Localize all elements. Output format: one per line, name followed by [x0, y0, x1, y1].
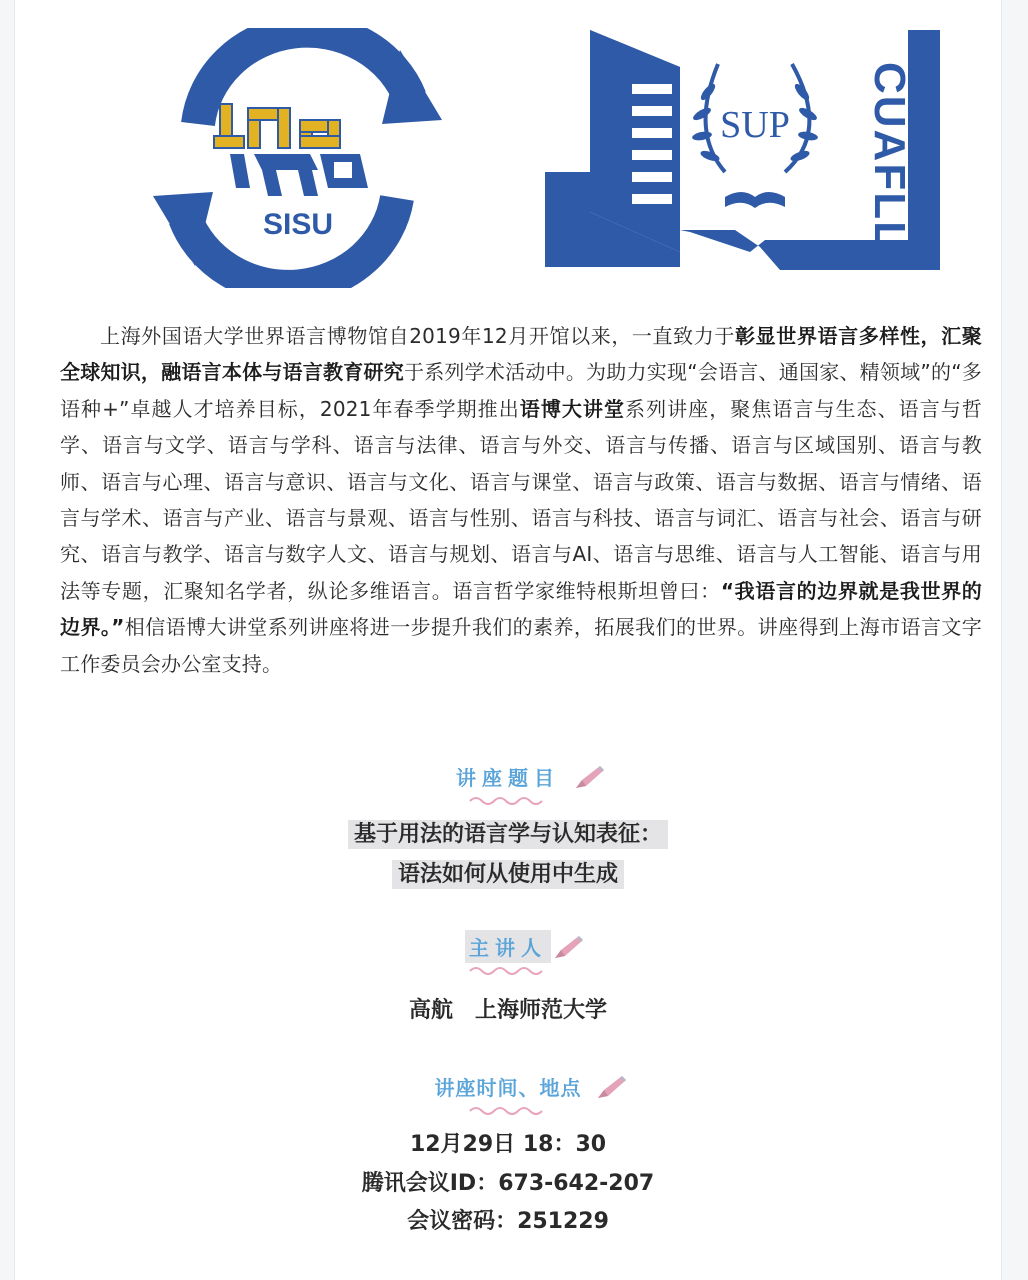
time-heading-text: 讲座时间、地点 [434, 1076, 582, 1100]
wave-underline-icon [468, 1105, 548, 1115]
sisu-museum-logo [150, 28, 445, 288]
sisu-logo-text: SISU [262, 208, 334, 241]
intro-text-2: 于系列学术活动中。为助力实现“会语言、通国家、精领域”的“多语种+”卓越人才培养目标，2021年春季学期推出 [60, 360, 982, 421]
logo-row [15, 0, 1001, 300]
topic-line-1: 基于用法的语言学与认知表征： [348, 820, 668, 849]
time-heading-block [15, 1070, 1001, 1115]
wave-underline-icon [468, 795, 548, 805]
topic-title [15, 815, 1001, 895]
wave-underline-icon [468, 965, 548, 975]
sup-logo-text: SUP [720, 104, 790, 146]
speaker-heading [465, 930, 551, 963]
intro-text-1: 上海外国语大学世界语言博物馆自2019年12月开馆以来，一直致力于 [100, 324, 736, 348]
topic-line-2: 语法如何从使用中生成 [392, 860, 624, 889]
lecture-time: 12月29日 18：30 [409, 1132, 607, 1157]
meeting-id: 腾讯会议ID：673-642-207 [361, 1170, 655, 1196]
intro-text-3: 系列讲座，聚焦语言与生态、语言与哲学、语言与文学、语言与学科、语言与法律、语言与外交、语言与传播、语言与区域国别、语言与教师、语言与心理、语言与意识、语言与文化、语言与课堂、语言与政策、语言与数据、语言与情绪、语言与学术、语言与产业、语言与景观、语言与性别、语言与科技、语言与词汇、语言与社会、语言与研究、语言与教学、语言与数字人文、语言与规划、语言与AI、语言与思维、语言与人工智能、语言与用法等专题，汇聚知名学者，纵论多维语言。语言哲学家维特根斯坦曾曰： [60, 396, 982, 603]
intro-paragraph [60, 318, 982, 682]
meeting-password: 会议密码：251229 [407, 1209, 609, 1234]
intro-bold-2: 语博大讲堂 [519, 396, 626, 421]
speaker-name: 高航 上海师范大学 [408, 998, 607, 1023]
pencil-icon [551, 932, 585, 962]
speaker-heading-block [15, 930, 1001, 975]
intro-bold-1: 彰显世界语言多样性，汇聚全球知识，融语言本体与语言教育研究 [60, 324, 982, 385]
pencil-icon [572, 762, 606, 792]
time-place-info [15, 1126, 1001, 1242]
cuafll-vertical-text: CUAFLL [865, 62, 914, 250]
topic-heading-text: 讲座题目 [456, 766, 560, 790]
poster-page [14, 0, 1002, 1280]
cuafll-logo [530, 22, 960, 277]
pencil-icon [594, 1072, 628, 1102]
intro-bold-3: “我语言的边界就是我世界的边界。” [60, 578, 983, 640]
speaker-heading-text: 主讲人 [469, 936, 547, 960]
intro-text-4: 相信语博大讲堂系列讲座将进一步提升我们的素养，拓展我们的世界。讲座得到上海市语言文字工作委员会办公室支持。 [60, 615, 982, 676]
topic-heading-block [15, 760, 1001, 805]
topic-heading [452, 760, 564, 793]
time-heading [431, 1070, 586, 1103]
